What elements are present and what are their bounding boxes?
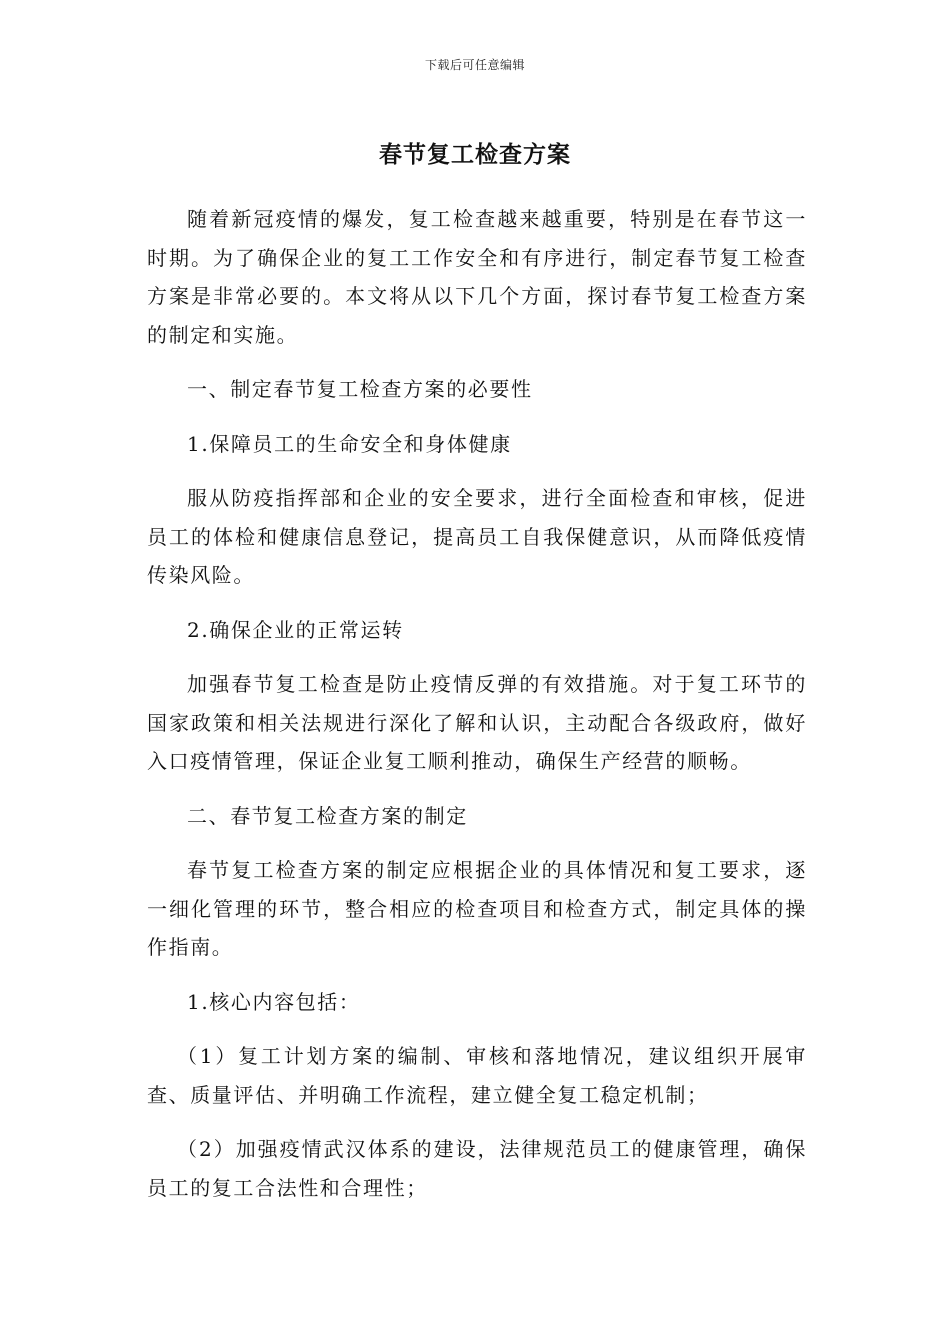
list-item-2-1-1: （1）复工计划方案的编制、审核和落地情况，建议组织开展审查、质量评估、并明确工作流程，建立健全复工稳定机制； xyxy=(147,1044,807,1107)
document-title: 春节复工检查方案 xyxy=(379,142,571,168)
subheading-1-1: 1.保障员工的生命安全和身体健康 xyxy=(187,431,512,456)
section-heading-1: 一、制定春节复工检查方案的必要性 xyxy=(187,377,533,401)
intro-paragraph: 随着新冠疫情的爆发，复工检查越来越重要，特别是在春节这一时期。为了确保企业的复工工作安全和有序进行，制定春节复工检查方案是非常必要的。本文将从以下几个方面，探讨春节复工检查方案的制定和实施。 xyxy=(147,207,807,347)
paragraph-2: 春节复工检查方案的制定应根据企业的具体情况和复工要求，逐一细化管理的环节，整合相应的检查项目和检查方式，制定具体的操作指南。 xyxy=(147,858,807,959)
subheading-2-1: 1.核心内容包括： xyxy=(187,989,361,1014)
paragraph-1-1: 服从防疫指挥部和企业的安全要求，进行全面检查和审核，促进员工的体检和健康信息登记，提高员工自我保健意识，从而降低疫情传染风险。 xyxy=(147,486,807,587)
list-item-2-1-2: （2）加强疫情武汉体系的建设，法律规范员工的健康管理，确保员工的复工合法性和合理性； xyxy=(147,1137,807,1200)
paragraph-1-2: 加强春节复工检查是防止疫情反弹的有效措施。对于复工环节的国家政策和相关法规进行深化了解和认识，主动配合各级政府，做好入口疫情管理，保证企业复工顺利推动，确保生产经营的顺畅。 xyxy=(147,672,807,773)
document-body xyxy=(147,200,807,1223)
section-heading-2: 二、春节复工检查方案的制定 xyxy=(187,803,468,828)
subheading-1-2: 2.确保企业的正常运转 xyxy=(187,617,404,642)
header-note: 下载后可任意编辑 xyxy=(424,58,525,72)
